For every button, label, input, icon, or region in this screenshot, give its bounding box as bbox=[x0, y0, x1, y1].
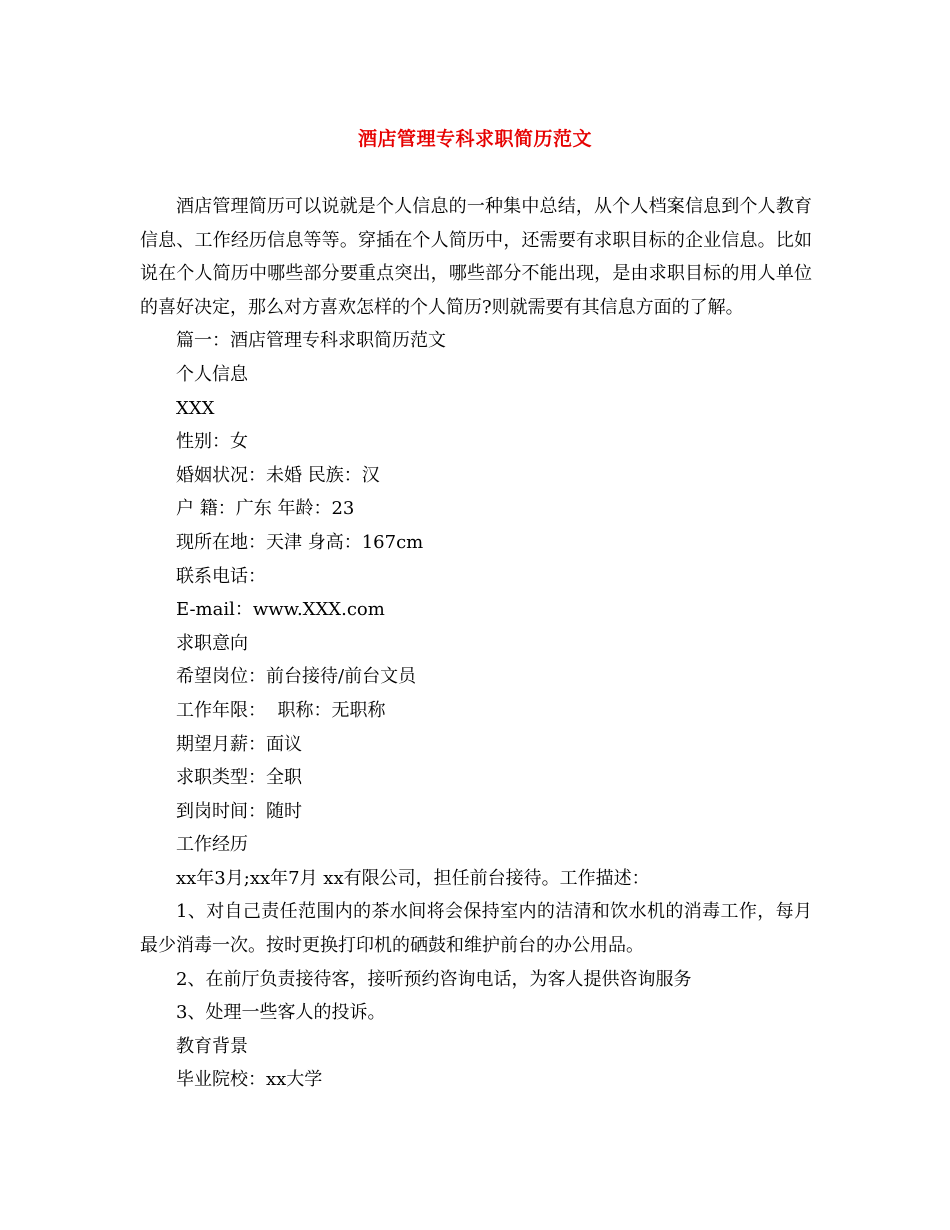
education-heading: 教育背景 bbox=[176, 1035, 248, 1057]
name-line: XXX bbox=[176, 397, 215, 419]
experience-period-line: xx年3月;xx年7月 xx有限公司，担任前台接待。工作描述： bbox=[176, 867, 650, 889]
experience-item: 2、在前厅负责接待客，接听预约咨询电话，为客人提供咨询服务 bbox=[176, 968, 692, 990]
phone-line: 联系电话： bbox=[176, 565, 266, 587]
document-body bbox=[140, 190, 812, 1097]
document-title: 酒店管理专科求职简历范文 bbox=[357, 128, 592, 150]
gender-line: 性别：女 bbox=[176, 431, 248, 453]
experience-item: 1、对自己责任范围内的茶水间将会保持室内的洁清和饮水机的消毒工作，每月最少消毒一次。按时更换打印机的硒鼓和维护前台的办公用品。 bbox=[140, 901, 812, 957]
personal-info-heading: 个人信息 bbox=[176, 363, 248, 385]
job-type-line: 求职类型：全职 bbox=[176, 767, 302, 789]
location-height-line: 现所在地：天津 身高：167cm bbox=[176, 531, 424, 553]
email-line: E-mail：www.XXX.com bbox=[176, 599, 385, 621]
arrival-line: 到岗时间：随时 bbox=[176, 800, 302, 822]
intention-heading: 求职意向 bbox=[176, 632, 248, 654]
years-title-line: 工作年限： 职称：无职称 bbox=[176, 699, 386, 721]
school-line: 毕业院校：xx大学 bbox=[176, 1069, 323, 1091]
intro-paragraph: 酒店管理简历可以说就是个人信息的一种集中总结，从个人档案信息到个人教育信息、工作经历信息等等。穿插在个人简历中，还需要有求职目标的企业信息。比如说在个人简历中哪些部分要重点突出，哪些部分不能出现，是由求职目标的用人单位的喜好决定，那么对方喜欢怎样的个人简历?则就需要有其信息方面的了解。 bbox=[140, 196, 812, 318]
chapter-heading: 篇一：酒店管理专科求职简历范文 bbox=[176, 330, 446, 352]
salary-line: 期望月薪：面议 bbox=[176, 733, 302, 755]
experience-heading: 工作经历 bbox=[176, 834, 248, 856]
marital-ethnic-line: 婚姻状况：未婚 民族：汉 bbox=[176, 464, 380, 486]
position-line: 希望岗位：前台接待/前台文员 bbox=[176, 666, 417, 688]
hukou-age-line: 户 籍：广东 年龄：23 bbox=[176, 498, 355, 520]
experience-item: 3、处理一些客人的投诉。 bbox=[176, 1002, 386, 1024]
